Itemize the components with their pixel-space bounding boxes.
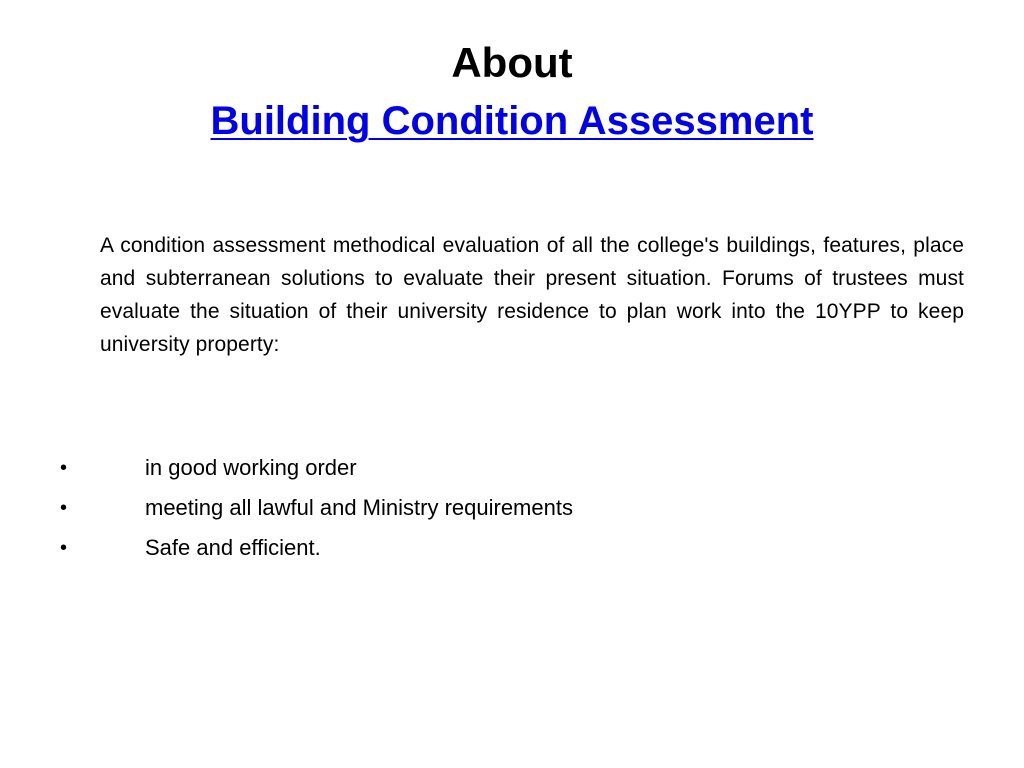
list-item bbox=[0, 448, 1024, 488]
list-item bbox=[0, 528, 1024, 568]
bullet-icon: • bbox=[60, 497, 68, 519]
bullet-list bbox=[0, 448, 1024, 568]
body-paragraph: A condition assessment methodical evaluation of all the college's buildings, features, place and subterranean solutions to evaluate their present situation. Forums of trustees must evaluate the situation of their university residence to plan work into the 10YPP to keep university property: bbox=[100, 234, 964, 356]
bullet-icon: • bbox=[60, 457, 68, 479]
bullet-text: meeting all lawful and Ministry requirements bbox=[145, 495, 573, 520]
bullet-text: Safe and efficient. bbox=[145, 535, 321, 560]
title-link-line bbox=[0, 92, 1024, 150]
list-item bbox=[0, 488, 1024, 528]
bullet-icon: • bbox=[60, 537, 68, 559]
title-about: About bbox=[451, 39, 573, 86]
bullet-text: in good working order bbox=[145, 455, 357, 480]
building-condition-assessment-link[interactable]: Building Condition Assessment bbox=[210, 99, 814, 143]
slide-title bbox=[0, 36, 1024, 150]
